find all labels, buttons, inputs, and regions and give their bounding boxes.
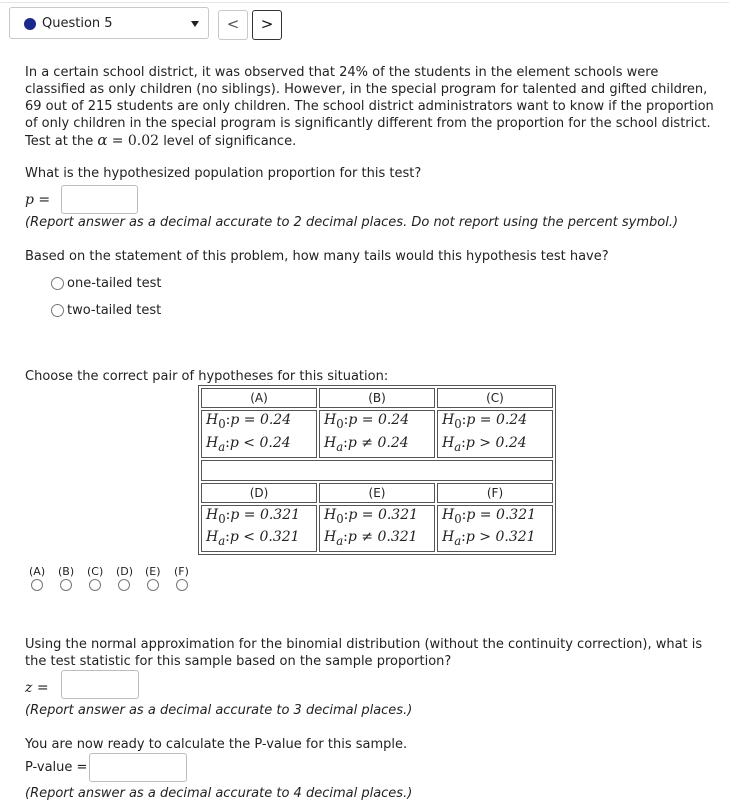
question-select-label: Question 5 (42, 16, 113, 31)
choice-c-radio[interactable] (89, 579, 101, 591)
top-divider (0, 2, 729, 3)
one-tailed-radio[interactable] (51, 277, 64, 290)
p-input[interactable] (61, 185, 138, 214)
choice-f-h0: p = 0.321 (466, 506, 537, 523)
choice-c-ha: p > 0.24 (465, 434, 527, 451)
pvalue-input[interactable] (89, 753, 187, 782)
radio-label-b: (B) (58, 565, 75, 578)
hypotheses-grid (198, 385, 556, 555)
two-tailed-label: two-tailed test (67, 303, 162, 318)
q2-question: Based on the statement of this problem, how many tails would this hypothesis test have? (25, 249, 609, 264)
choice-d-ha: p < 0.321 (229, 529, 300, 546)
q5-note: (Report answer as a decimal accurate to 4 decimal places.) (25, 786, 413, 801)
choice-c-header: (C) (437, 388, 553, 408)
choice-b-header: (B) (319, 388, 435, 408)
choice-e-radio[interactable] (147, 579, 159, 591)
choice-f-ha: p > 0.321 (465, 529, 536, 546)
question-select[interactable] (9, 7, 209, 39)
choice-a-ha: p < 0.24 (229, 434, 291, 451)
choice-e-hypotheses: $H_0:p = 0.321$ $H_a:p \ne 0.321$ (319, 505, 435, 553)
problem-statement (25, 64, 720, 150)
choice-e-ha: p ≠ 0.321 (347, 529, 418, 546)
problem-text: In a certain school district, it was observed that 24% of the students in the element schools were classified as only children (no siblings). However, in the special program for talented and gifted children, 69 out of 215 students are only children. The school district administrators want to know if the proportion of only children in the special program is significantly different from the proportion for the school district. Test at the (25, 65, 714, 149)
radio-label-c: (C) (87, 565, 104, 578)
choice-a-header: (A) (201, 388, 317, 408)
q5-question: You are now ready to calculate the P-value for this sample. (25, 737, 408, 752)
question-status-dot-icon (24, 18, 36, 30)
previous-question-button[interactable]: < (218, 10, 248, 40)
problem-tail: level of significance. (163, 134, 297, 149)
choice-d-hypotheses: $H_0:p = 0.321$ $H_a:p < 0.321$ (201, 505, 317, 553)
choice-a-hypotheses: $H_0:p = 0.24$ $H_a:p < 0.24$ (201, 410, 317, 458)
radio-label-d: (D) (116, 565, 134, 578)
choice-f-radio[interactable] (176, 579, 188, 591)
choice-c-h0: p = 0.24 (466, 412, 528, 428)
choice-e-h0: p = 0.321 (348, 506, 419, 523)
z-input[interactable] (61, 670, 139, 699)
choice-b-radio[interactable] (60, 579, 72, 591)
z-label: z = (25, 680, 49, 696)
choice-c-hypotheses: $H_0:p = 0.24$ $H_a:p > 0.24$ (437, 410, 553, 458)
alpha-value: = 0.02 (111, 133, 160, 149)
choice-a-radio[interactable] (31, 579, 43, 591)
radio-label-a: (A) (29, 565, 46, 578)
choice-b-h0: p = 0.24 (348, 412, 410, 428)
choice-b-hypotheses: $H_0:p = 0.24$ $H_a:p \ne 0.24$ (319, 410, 435, 458)
choice-d-radio[interactable] (118, 579, 130, 591)
q1-note: (Report answer as a decimal accurate to 2 decimal places. Do not report using the percent symbol.) (25, 215, 679, 230)
two-tailed-radio[interactable] (51, 304, 64, 317)
choice-e-header: (E) (319, 483, 435, 503)
q3-question: Choose the correct pair of hypotheses for this situation: (25, 369, 389, 384)
alpha-symbol: α (97, 131, 108, 149)
q4-question: Using the normal approximation for the binomial distribution (without the continuity correction), what is the test statistic for this sample based on the sample proportion? (25, 637, 703, 669)
pvalue-label: P-value = (25, 760, 88, 775)
q4-note: (Report answer as a decimal accurate to 3 decimal places.) (25, 703, 413, 718)
choice-d-h0: p = 0.321 (230, 506, 301, 523)
q1-question: What is the hypothesized population proportion for this test? (25, 166, 422, 181)
choice-b-ha: p ≠ 0.24 (347, 434, 409, 451)
choice-a-h0: p = 0.24 (230, 412, 292, 428)
radio-label-f: (F) (174, 565, 189, 578)
next-question-button[interactable]: > (252, 10, 282, 40)
one-tailed-label: one-tailed test (67, 276, 162, 291)
radio-label-e: (E) (145, 565, 161, 578)
caret-down-icon (191, 21, 199, 27)
p-label: p = (25, 192, 51, 208)
choice-f-hypotheses: $H_0:p = 0.321$ $H_a:p > 0.321$ (437, 505, 553, 553)
choice-f-header: (F) (437, 483, 553, 503)
choice-d-header: (D) (201, 483, 317, 503)
empty-spacer-row (201, 460, 553, 481)
